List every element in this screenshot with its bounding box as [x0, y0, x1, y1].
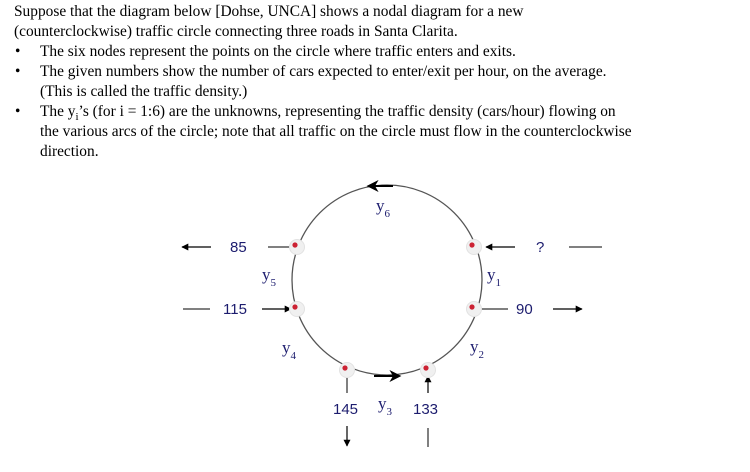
node-top-right [467, 240, 482, 255]
flow-label-133: 133 [413, 401, 439, 418]
bullet-text: the various arcs of the circle; note that all traffic on the circle must flow in the counterclockwise [40, 123, 632, 140]
arc-label-y6: $y_6$ [376, 196, 390, 220]
arc-label-y3: $y_3$ [378, 394, 392, 418]
intro-line-2: (counterclockwise) traffic circle connecting three roads in Santa Clarita. [14, 23, 458, 40]
bullet-text: direction. [40, 143, 99, 160]
arc-label-y2: $y_2$ [470, 337, 484, 361]
node-right [467, 302, 482, 317]
node-left [290, 302, 305, 317]
flow-label-unknown: ? [536, 239, 545, 256]
node-top-left [290, 240, 305, 255]
arc-label-y4: $y_4$ [282, 338, 296, 362]
arc-label-y5: $y_5$ [262, 265, 276, 289]
subscript-i: i [75, 111, 79, 124]
node-bottom-right [421, 363, 436, 378]
bullet-icon: • [15, 63, 21, 80]
flow-label-115: 115 [223, 301, 247, 318]
bullet-text: The y [40, 103, 76, 120]
flow-label-90: 90 [516, 301, 533, 318]
bullet-text: The six nodes represent the points on the circle where traffic enters and exits. [40, 43, 516, 60]
bullet-text: ’s (for i = 1:6) are the unknowns, representing the traffic density (cars/hour) flowing on [78, 103, 616, 120]
bullet-text: The given numbers show the number of cars expected to enter/exit per hour, on the average. [40, 63, 607, 80]
node-bottom-left [340, 363, 355, 378]
intro-line-1: Suppose that the diagram below [Dohse, UNCA] shows a nodal diagram for a new [14, 3, 524, 20]
flow-label-85: 85 [230, 239, 247, 256]
bullet-text: (This is called the traffic density.) [40, 83, 248, 100]
bullet-icon: • [15, 103, 21, 120]
flow-label-145: 145 [333, 401, 359, 418]
bullet-icon: • [15, 43, 21, 60]
arc-label-y1: $y_1$ [487, 265, 501, 289]
